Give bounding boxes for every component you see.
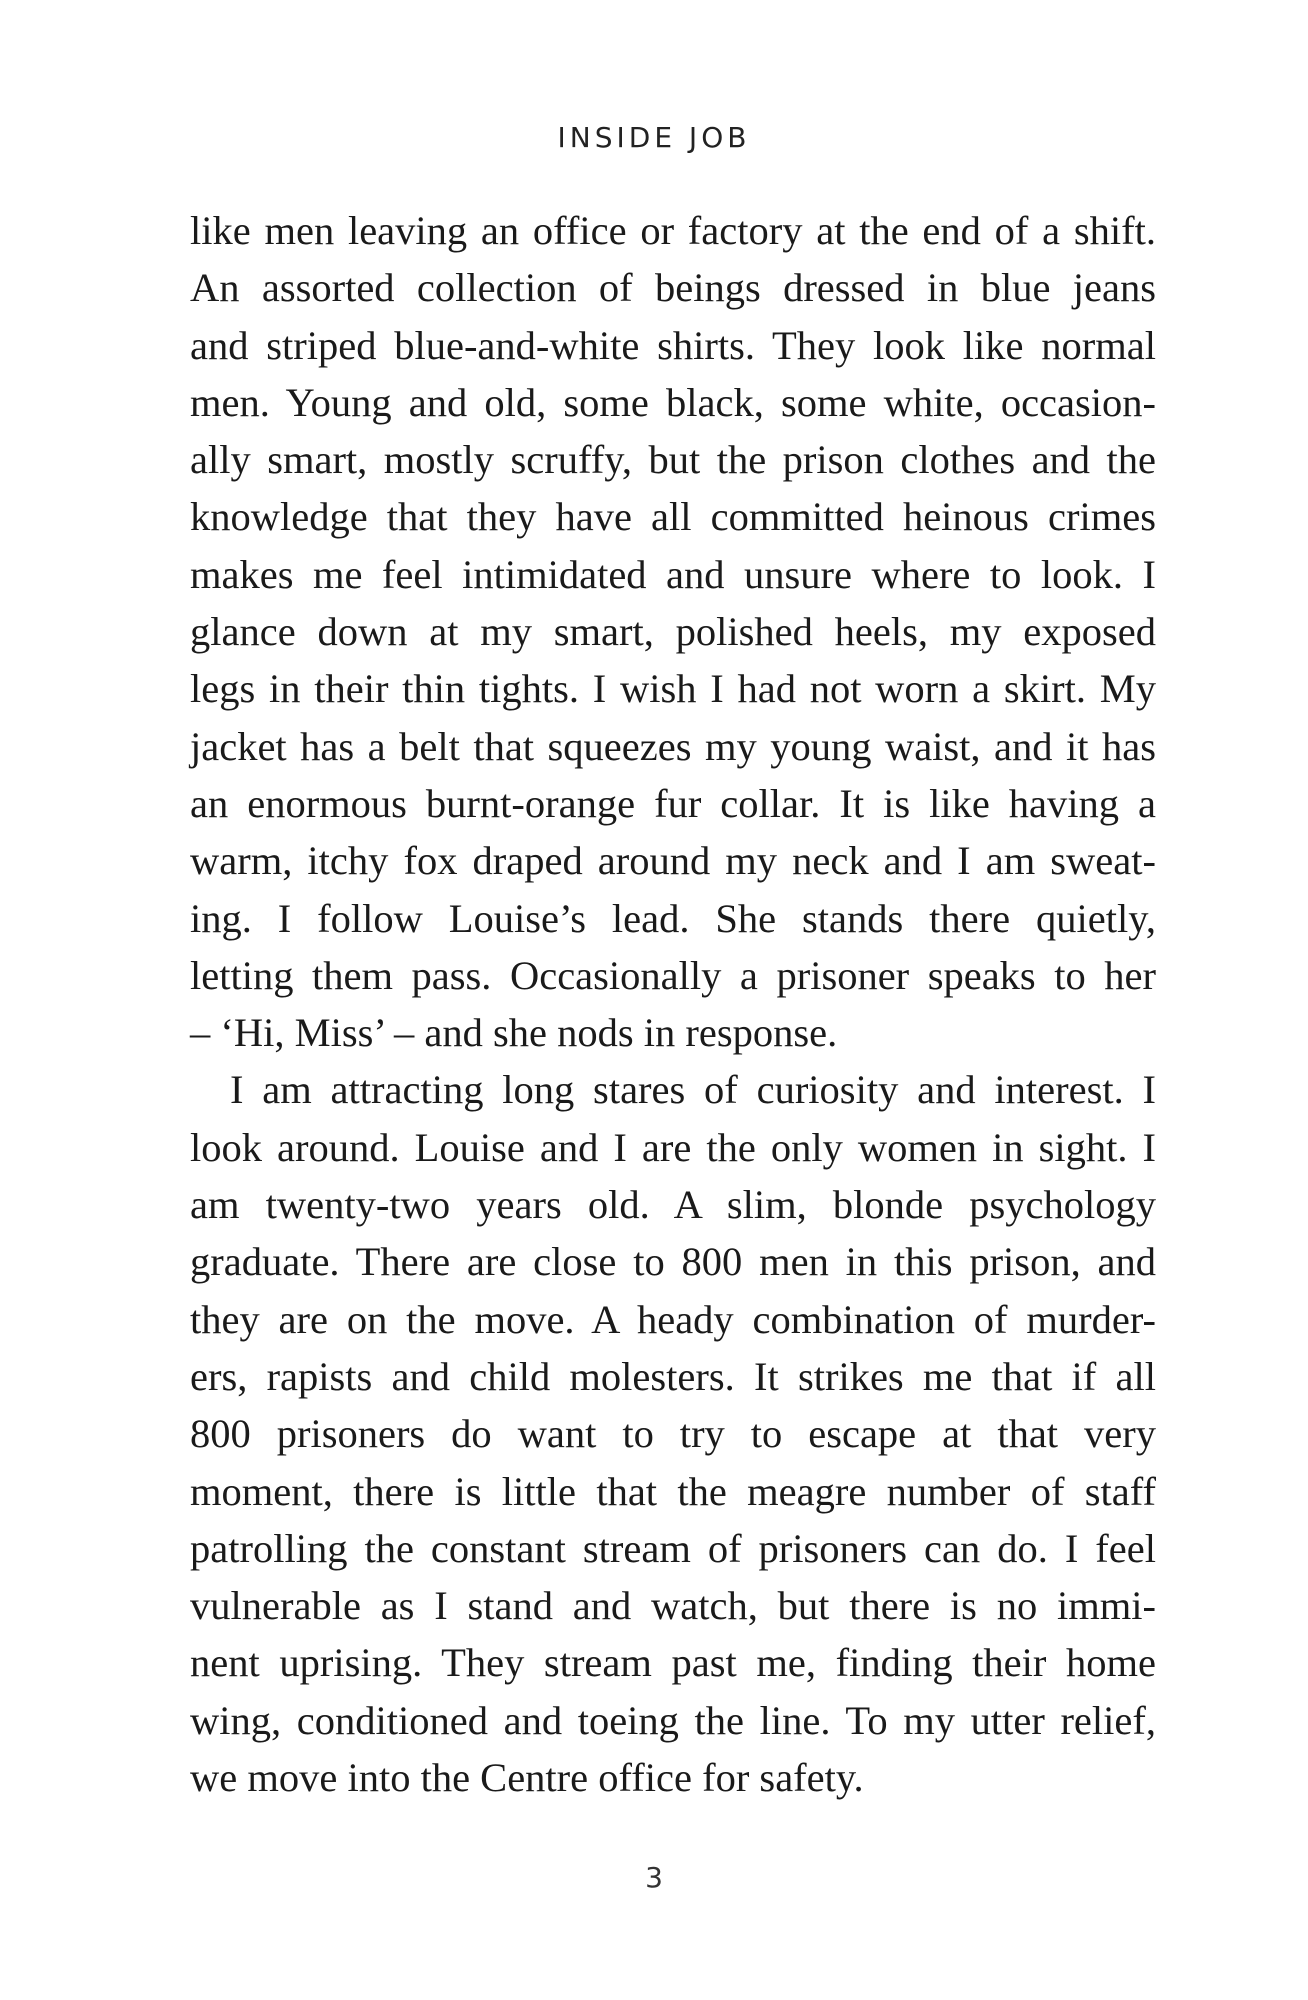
text-line: ers, rapists and child molesters. It strikes me that if all [190,1353,1156,1399]
text-line: look around. Louise and I are the only women in sight. I [190,1124,1156,1170]
running-head: INSIDE JOB [557,121,751,154]
text-line: am twenty-two years old. A slim, blonde psychology [190,1182,1156,1228]
text-line: and striped blue-and-white shirts. They look like normal [190,322,1156,368]
text-line: knowledge that they have all committed heinous crimes [190,494,1156,540]
text-line: ing. I follow Louise’s lead. She stands there quietly, [190,895,1156,941]
text-line: nent uprising. They stream past me, finding their home [190,1640,1156,1686]
text-line: an enormous burnt-orange fur collar. It is like having a [190,780,1156,826]
text-line: – ‘Hi, Miss’ – and she nods in response. [190,1010,838,1056]
text-line: ally smart, mostly scruffy, but the prison clothes and the [190,437,1156,483]
text-line: makes me feel intimidated and unsure where to look. I [190,551,1156,597]
page-number: 3 [645,1861,663,1894]
text-line: wing, conditioned and toeing the line. To my utter relief, [190,1697,1156,1743]
text-line: vulnerable as I stand and watch, but there is no immi- [190,1583,1156,1629]
text-line: legs in their thin tights. I wish I had not worn a skirt. My [190,666,1156,712]
text-line: An assorted collection of beings dressed in blue jeans [190,265,1156,311]
text-line: glance down at my smart, polished heels, my exposed [190,609,1156,655]
text-line: like men leaving an office or factory at the end of a shift. [190,208,1156,253]
text-line: moment, there is little that the meagre number of staff [190,1468,1156,1514]
text-line: they are on the move. A heady combination of murder- [190,1296,1156,1342]
text-line: warm, itchy fox draped around my neck and I am sweat- [190,838,1156,884]
text-line: jacket has a belt that squeezes my young waist, and it has [190,723,1156,769]
text-line: patrolling the constant stream of prisoners can do. I feel [190,1525,1156,1571]
text-line: men. Young and old, some black, some white, occasion- [190,379,1156,425]
text-line: I am attracting long stares of curiosity and interest. I [230,1067,1156,1113]
body-text [190,202,1156,1806]
text-line: letting them pass. Occasionally a prisoner speaks to her [190,952,1156,998]
text-line: we move into the Centre office for safety. [190,1755,864,1801]
text-line: 800 prisoners do want to try to escape at that very [190,1411,1156,1457]
text-line: graduate. There are close to 800 men in this prison, and [190,1239,1156,1285]
